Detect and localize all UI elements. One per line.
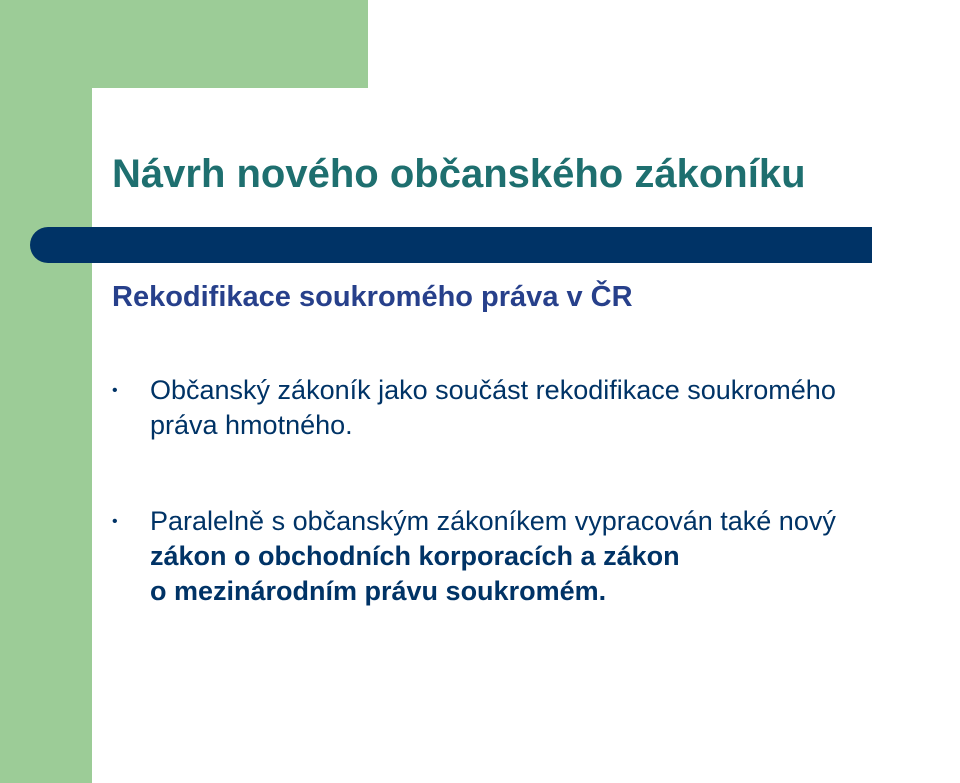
- bullet-text-line-1: Občanský zákoník jako součást rekodifikace soukromého: [150, 375, 836, 405]
- bullet-text-line-1: Paralelně s občanským zákoníkem vypracován také nový: [150, 506, 836, 536]
- slide-subtitle: Rekodifikace soukromého práva v ČR: [112, 281, 633, 313]
- slide-title: Návrh nového občanského zákoníku: [112, 152, 806, 196]
- bullet-item-1: [112, 373, 952, 443]
- bullet-text-line-3: o mezinárodním právu soukromém.: [150, 576, 607, 606]
- bullet-text-line-2: práva hmotného.: [150, 410, 353, 440]
- title-divider-bar: [30, 227, 872, 263]
- bullet-marker: •: [112, 513, 118, 530]
- bullet-marker: •: [112, 382, 118, 399]
- green-frame-left: [0, 0, 92, 783]
- bullet-text-line-2: zákon o obchodních korporacích a zákon: [150, 541, 680, 571]
- bullet-item-2: [112, 504, 952, 609]
